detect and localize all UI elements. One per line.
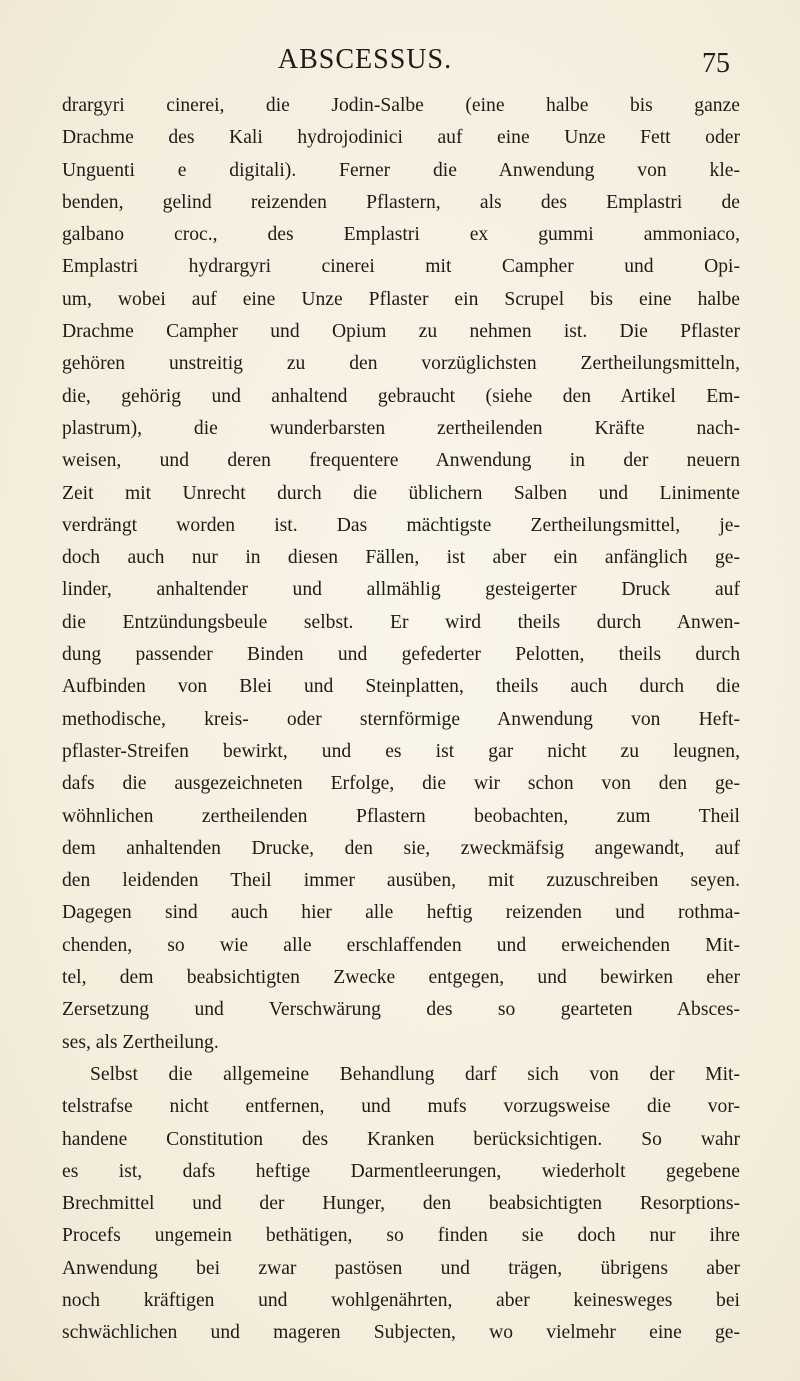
text-line: Brechmittel und der Hunger, den beabsichtigten Resorptions- <box>62 1193 740 1215</box>
text-line: Drachme des Kali hydrojodinici auf eine Unze Fett oder <box>62 127 740 149</box>
text-line: pflaster-Streifen bewirkt, und es ist gar nicht zu leugnen, <box>62 740 740 762</box>
text-line: Dagegen sind auch hier alle heftig reizenden und rothma- <box>62 902 740 924</box>
text-line: wöhnlichen zertheilenden Pflastern beobachten, zum Theil <box>62 805 740 827</box>
text-line: ses, als Zertheilung. <box>62 1031 219 1053</box>
text-line: linder, anhaltender und allmählig gesteigerter Druck auf <box>62 579 740 601</box>
text-line: um, wobei auf eine Unze Pflaster ein Scrupel bis eine halbe <box>62 288 740 310</box>
text-line: methodische, kreis- oder sternförmige Anwendung von Heft- <box>62 708 740 730</box>
text-line: tel, dem beabsichtigten Zwecke entgegen, und bewirken eher <box>62 967 740 989</box>
text-line: galbano croc., des Emplastri ex gummi ammoniaco, <box>62 224 740 246</box>
text-line: gehören unstreitig zu den vorzüglichsten Zertheilungsmitteln, <box>62 353 740 375</box>
text-line: weisen, und deren frequentere Anwendung in der neuern <box>62 450 740 472</box>
text-line: Zersetzung und Verschwärung des so gearteten Absces- <box>62 999 740 1021</box>
text-line: verdrängt worden ist. Das mächtigste Zertheilungsmittel, je- <box>62 514 740 536</box>
text-line: doch auch nur in diesen Fällen, ist aber ein anfänglich ge- <box>62 547 740 569</box>
text-line: Drachme Campher und Opium zu nehmen ist. Die Pflaster <box>62 321 740 343</box>
page-header <box>0 42 800 82</box>
body-text <box>62 90 740 1350</box>
running-title: ABSCESSUS. <box>277 44 453 75</box>
text-line: Aufbinden von Blei und Steinplatten, theils auch durch die <box>62 676 740 698</box>
text-line: es ist, dafs heftige Darmentleerungen, wiederholt gegebene <box>62 1160 740 1182</box>
text-line: benden, gelind reizenden Pflastern, als des Emplastri de <box>62 191 740 213</box>
text-line: Anwendung bei zwar pastösen und trägen, übrigens aber <box>62 1257 740 1279</box>
text-line: dung passender Binden und gefederter Pelotten, theils durch <box>62 644 740 666</box>
text-line: Selbst die allgemeine Behandlung darf sich von der Mit- <box>90 1063 740 1085</box>
text-line: Emplastri hydrargyri cinerei mit Campher und Opi- <box>62 256 740 278</box>
text-line: schwächlichen und mageren Subjecten, wo vielmehr eine ge- <box>62 1322 740 1344</box>
text-line: telstrafse nicht entfernen, und mufs vorzugsweise die vor- <box>62 1096 740 1118</box>
text-line: handene Constitution des Kranken berücksichtigen. So wahr <box>62 1128 740 1150</box>
text-line: chenden, so wie alle erschlaffenden und erweichenden Mit- <box>62 934 740 956</box>
text-line: plastrum), die wunderbarsten zertheilenden Kräfte nach- <box>62 417 740 439</box>
text-line: Unguenti e digitali). Ferner die Anwendung von kle- <box>62 159 740 181</box>
text-line: die Entzündungsbeule selbst. Er wird theils durch Anwen- <box>62 611 740 633</box>
text-line: noch kräftigen und wohlgenährten, aber keinesweges bei <box>62 1289 740 1311</box>
text-line: dafs die ausgezeichneten Erfolge, die wir schon von den ge- <box>62 773 740 795</box>
page-number: 75 <box>702 48 730 79</box>
text-line: Procefs ungemein bethätigen, so finden sie doch nur ihre <box>62 1225 740 1247</box>
text-line: den leidenden Theil immer ausüben, mit zuzuschreiben seyen. <box>62 870 740 892</box>
text-line: Zeit mit Unrecht durch die üblichern Salben und Linimente <box>62 482 740 504</box>
text-line: dem anhaltenden Drucke, den sie, zweckmäfsig angewandt, auf <box>62 837 740 859</box>
text-line: die, gehörig und anhaltend gebraucht (siehe den Artikel Em- <box>62 385 740 407</box>
text-line: drargyri cinerei, die Jodin-Salbe (eine halbe bis ganze <box>62 95 740 116</box>
